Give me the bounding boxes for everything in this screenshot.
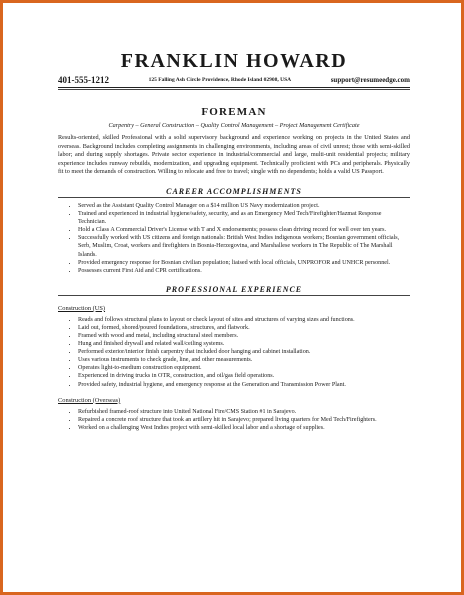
list-item: • Served as the Assistant Quality Control Manager on a $14 million US Navy modernization project. bbox=[78, 202, 410, 210]
overseas-construction-label: Construction (Overseas) bbox=[58, 396, 121, 404]
list-item: • Hold a Class A Commercial Driver's License with T and X endorsements; possess clean driving record for well over ten years. bbox=[78, 226, 410, 234]
list-item: • Hung and finished drywall and related wall/ceiling systems. bbox=[78, 340, 410, 348]
overseas-experience-list bbox=[58, 408, 410, 432]
list-item: • Worked on a challenging West Indies project with semi-skilled local labor and a shortage of supplies. bbox=[78, 424, 410, 432]
list-item: • Operates light-to-medium construction equipment. bbox=[78, 364, 410, 372]
phone-number: 401-555-1212 bbox=[58, 75, 109, 85]
list-item: • Provided emergency response for Bosnian civilian population; liaised with local officials, UNPROFOR and UNHCR personnel. bbox=[78, 259, 410, 267]
address: 125 Falling Ash Circle Providence, Rhode Island 02908, USA bbox=[148, 77, 292, 83]
job-title: FOREMAN bbox=[201, 106, 267, 118]
list-item: • Experienced in driving trucks in OTR, construction, and oil/gas field operations. bbox=[78, 372, 410, 380]
list-item: • Reads and follows structural plans to layout or check layout of sites and structures of varying sizes and functions. bbox=[78, 316, 410, 324]
accomplishments-list bbox=[58, 202, 410, 275]
list-item: • Laid out, formed, shored/poured foundations, structures, and flatwork. bbox=[78, 324, 410, 332]
us-experience-list bbox=[58, 316, 410, 389]
list-item: • Framed with wood and metal, including structural steel members. bbox=[78, 332, 410, 340]
email-address: support@resumeedge.com bbox=[330, 76, 410, 84]
list-item: • Repaired a concrete roof structure that took an artillery hit in Sarajevo; prepared living quarters for Med Tech/Firefighters. bbox=[78, 416, 410, 424]
list-item: • Performed exterior/interior finish carpentry that included door hanging and cabinet installation. bbox=[78, 348, 410, 356]
header-rule-thin bbox=[58, 89, 410, 90]
us-construction-label: Construction (US) bbox=[58, 304, 106, 312]
candidate-name: FRANKLIN HOWARD bbox=[120, 50, 348, 72]
list-item: • Uses various instruments to check grade, line, and other measurements. bbox=[78, 356, 410, 364]
accomplishments-heading: CAREER ACCOMPLISHMENTS bbox=[58, 187, 410, 198]
header-rule bbox=[58, 87, 410, 88]
list-item: • Successfully worked with US citizens and foreign nationals: British West Indies indigenous workers; Bosnian government officials, Serb, Muslim, Croat, workers and firefighters in Bosnia-Herzegovina, and Marshallese workers in The Republic of The Marshall Islands. bbox=[78, 234, 410, 258]
list-item: • Trained and experienced in industrial hygiene/safety, security, and as an Emergency Med Tech/Firefighter/Hazmat Response Technician. bbox=[78, 210, 410, 226]
summary-paragraph: Results-oriented, skilled Professional with a solid supervisory background and experience working on projects in the United States and overseas. Background includes completing assignments in challenging environments, including areas of civil unrest; those with semi-skilled labor; and during supply shortages. Private sector experience in industrial/commercial and large, multi-unit residential projects; military experience includes runway rebuilds, modernization, and upgrading equipment. Technically proficient with PCs and peripherals. Physically fit to meet the demands of construction. Willing to relocate and free to travel; single with no dependents; holds a valid US Passport. bbox=[58, 134, 410, 176]
list-item: • Refurbished framed-roof structure into United National Fire/CMS Station #1 in Sarajevo. bbox=[78, 408, 410, 416]
contact-line bbox=[58, 76, 410, 85]
experience-heading: PROFESSIONAL EXPERIENCE bbox=[58, 285, 410, 296]
list-item: • Possesses current First Aid and CPR certifications. bbox=[78, 267, 410, 275]
list-item: • Provided safety, industrial hygiene, and emergency response at the Generation and Transmission Power Plant. bbox=[78, 381, 410, 389]
job-subtitle: Carpentry – General Construction – Quality Control Management – Project Management Certificate bbox=[108, 122, 360, 129]
resume-page bbox=[58, 8, 410, 432]
